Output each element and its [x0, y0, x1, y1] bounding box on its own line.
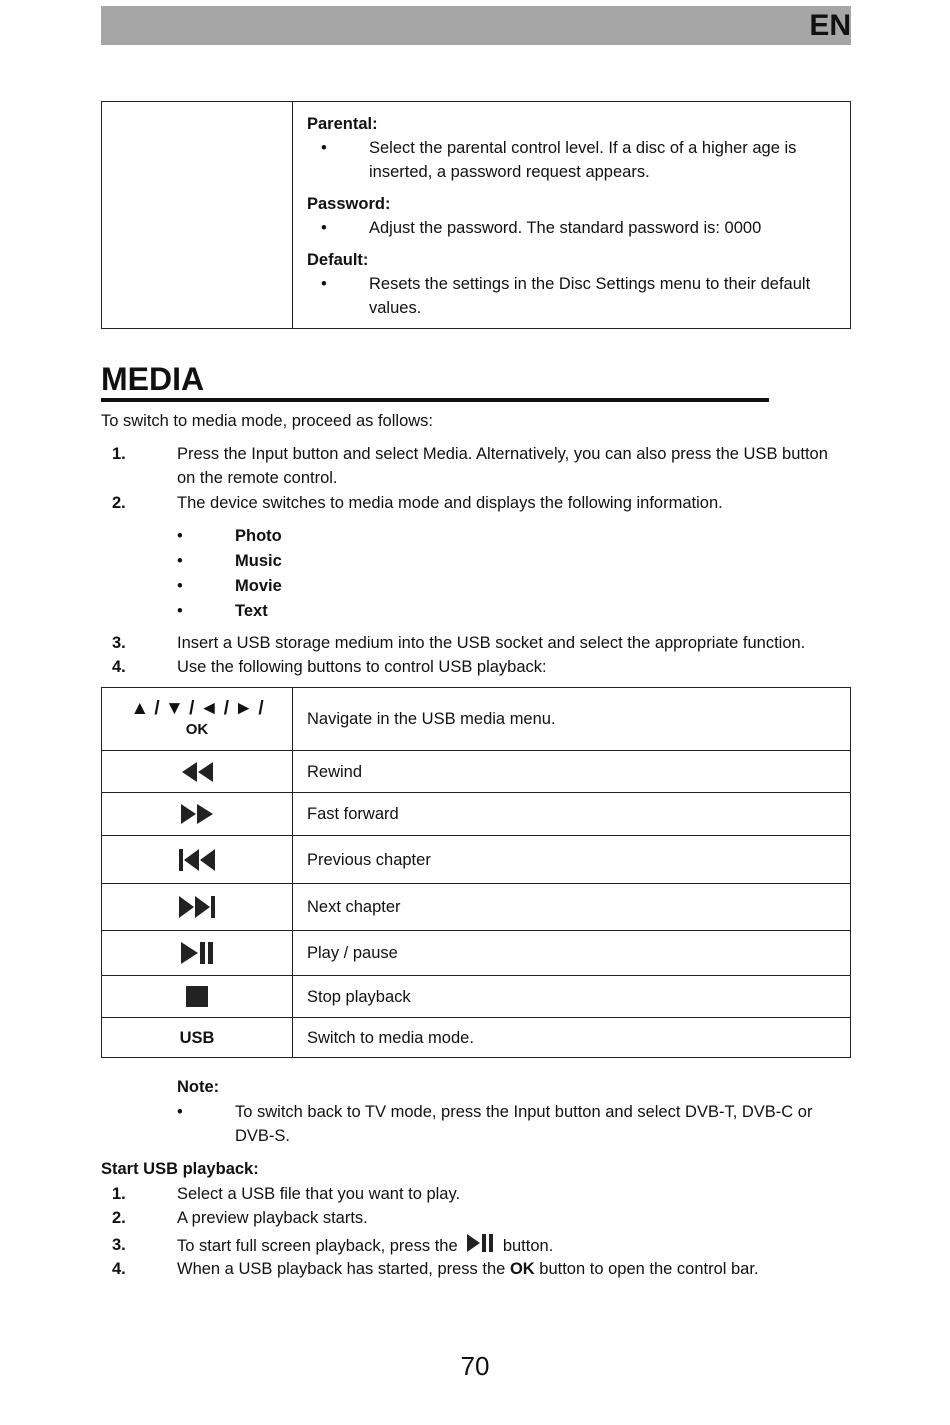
table-row — [102, 931, 851, 976]
step-text: The device switches to media mode and displays the following information. — [177, 494, 723, 512]
control-key — [102, 884, 293, 931]
step-text: A preview playback starts. — [177, 1209, 368, 1227]
previous-chapter-icon — [178, 847, 216, 873]
default-label: Default: — [307, 251, 369, 269]
settings-table-empty-cell — [102, 102, 293, 329]
control-key — [102, 976, 293, 1018]
step-number: 4. — [112, 658, 126, 676]
navigation-arrows-icon: ▲ / ▼ / ◄ / ► / — [130, 698, 264, 719]
control-key — [102, 931, 293, 976]
controls-table — [101, 687, 851, 1058]
table-row — [102, 884, 851, 931]
default-bullet: • Resets the settings in the Disc Settings menu to their default values. — [307, 272, 836, 320]
control-key — [102, 836, 293, 884]
table-row — [102, 1018, 851, 1058]
control-desc: Navigate in the USB media menu. — [293, 688, 851, 751]
table-row — [102, 836, 851, 884]
table-row — [102, 688, 851, 751]
language-label: EN — [809, 9, 851, 42]
password-label: Password: — [307, 195, 391, 213]
step-text: Press the Input button and select Media. Alternatively, you can also press the USB button on the remote control. — [177, 445, 828, 487]
step-text: Select a USB file that you want to play. — [177, 1185, 461, 1203]
step-number: 1. — [112, 1185, 126, 1203]
page-number: 70 — [460, 1351, 490, 1381]
note-text: To switch back to TV mode, press the Input button and select DVB-T, DVB-C or DVB-S. — [235, 1103, 813, 1145]
note-bullet: • To switch back to TV mode, press the Input button and select DVB-T, DVB-C or DVB-S. — [177, 1100, 837, 1148]
settings-table-content — [293, 102, 851, 329]
control-desc: Rewind — [293, 751, 851, 793]
control-key — [102, 793, 293, 836]
step-number: 4. — [112, 1260, 126, 1278]
step-text: Insert a USB storage medium into the USB socket and select the appropriate function. — [177, 634, 806, 652]
fast-forward-icon — [179, 802, 215, 826]
start-usb-title: Start USB playback: — [101, 1160, 259, 1178]
rewind-icon — [180, 760, 214, 784]
media-intro: To switch to media mode, proceed as follows: — [101, 412, 433, 430]
control-key — [102, 751, 293, 793]
control-desc: Switch to media mode. — [293, 1018, 851, 1058]
play-pause-icon — [179, 940, 215, 966]
control-desc: Play / pause — [293, 931, 851, 976]
step-text: Use the following buttons to control USB playback: — [177, 658, 547, 676]
step-number: 3. — [112, 634, 126, 652]
note-title: Note: — [177, 1078, 220, 1096]
section-title: MEDIA — [101, 360, 769, 402]
table-row — [102, 751, 851, 793]
table-row — [102, 976, 851, 1018]
next-chapter-icon — [178, 894, 216, 920]
step-number: 1. — [112, 445, 126, 463]
control-desc: Fast forward — [293, 793, 851, 836]
stop-icon — [185, 986, 209, 1008]
ok-key-label: OK — [185, 721, 209, 738]
step-number: 3. — [112, 1236, 126, 1254]
control-desc: Next chapter — [293, 884, 851, 931]
control-desc: Previous chapter — [293, 836, 851, 884]
header-bar — [101, 6, 851, 45]
table-row — [102, 793, 851, 836]
control-desc: Stop playback — [293, 976, 851, 1018]
step-number: 2. — [112, 494, 126, 512]
step-number: 2. — [112, 1209, 126, 1227]
step-text: When a USB playback has started, press the OK button to open the control bar. — [177, 1260, 759, 1278]
usb-key-label: USB — [102, 1018, 293, 1058]
play-pause-icon — [466, 1233, 494, 1253]
parental-label: Parental: — [307, 115, 378, 133]
parental-bullet: • Select the parental control level. If a disc of a higher age is inserted, a password request appears. — [307, 136, 836, 184]
control-key — [102, 688, 293, 751]
password-bullet: • Adjust the password. The standard password is: 0000 — [307, 216, 836, 240]
settings-table — [101, 101, 851, 329]
step-text: To start full screen playback, press the button. — [177, 1233, 837, 1258]
